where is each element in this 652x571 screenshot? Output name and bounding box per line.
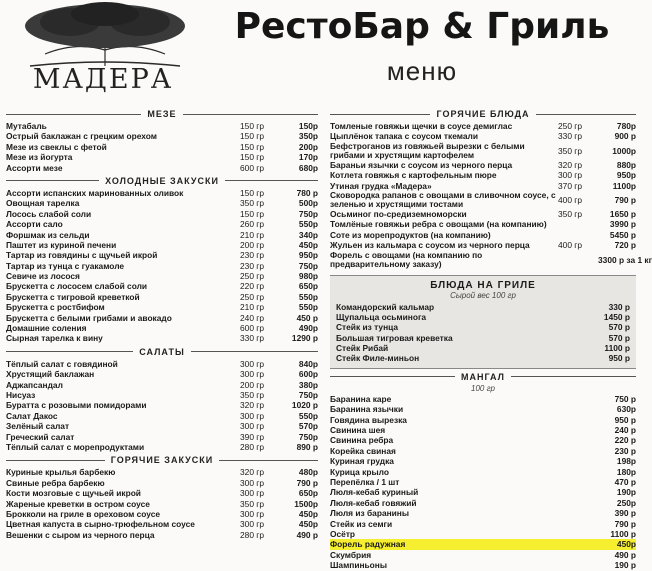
item-price: 1650 р: [609, 208, 636, 219]
item-name: Хрустящий баклажан: [6, 369, 95, 380]
menu-item: [330, 425, 636, 435]
section-header: ХОЛОДНЫЕ ЗАКУСКИ: [6, 175, 318, 187]
item-name: Куриная грудка: [330, 456, 394, 467]
logo-text: МАДЕРА: [32, 64, 174, 95]
menu-item: [330, 170, 636, 180]
item-price: 780р: [616, 121, 636, 131]
item-name: Говядина вырезка: [330, 414, 407, 425]
menu-item: [6, 369, 318, 379]
item-price: 1500р: [294, 498, 318, 509]
item-name: Шампиньоны: [330, 560, 388, 571]
item-name: Жареные креветки в остром соусе: [6, 498, 150, 509]
item-weight: 350 гр: [240, 498, 265, 509]
item-weight: 400 гр: [558, 194, 583, 205]
item-weight: 600 гр: [240, 323, 265, 334]
item-price: 190 р: [614, 560, 636, 571]
item-price: 720 р: [614, 240, 636, 251]
item-weight: 350 гр: [240, 198, 265, 209]
item-name: Мезе из свеклы с фетой: [6, 141, 107, 152]
item-price: 750р: [298, 389, 318, 400]
menu-item: [6, 499, 318, 509]
item-price: 450р: [298, 508, 318, 519]
item-price: 190р: [616, 487, 636, 498]
item-price: 200р: [298, 141, 318, 152]
menu-item: [330, 142, 636, 160]
item-weight: 320 гр: [240, 400, 265, 411]
item-weight: 390 гр: [240, 431, 265, 442]
item-weight: 250 гр: [558, 121, 583, 131]
item-price: 950 р: [614, 414, 636, 425]
item-weight: 320 гр: [558, 159, 583, 170]
menu-item: [6, 209, 318, 219]
menu-item: [330, 249, 652, 269]
menu-item: [6, 400, 318, 410]
item-weight: 150 гр: [240, 152, 265, 163]
item-price: 380р: [298, 379, 318, 390]
menu-item: [6, 152, 318, 162]
item-name: Брускетта с тигровой креветкой: [6, 291, 140, 302]
grill-subtitle: Сырой вес 100 гр: [450, 290, 516, 300]
item-weight: 350 гр: [240, 389, 265, 400]
menu-item: [6, 219, 318, 229]
item-price: 170р: [298, 152, 318, 163]
menu-item: [6, 271, 318, 281]
item-name: Стейк из семги: [330, 518, 393, 529]
item-name: Салат Дакос: [6, 410, 58, 421]
item-price: 550р: [298, 410, 318, 421]
item-name: Цыплёнок тапака с соусом ткемали: [330, 131, 478, 142]
menu-item: [6, 240, 318, 250]
item-price: 650р: [298, 488, 318, 499]
menu-item: [330, 394, 636, 404]
grill-title: БЛЮДА НА ГРИЛЕ: [430, 279, 536, 291]
menu-item: [6, 421, 318, 431]
item-price: 1100 р: [604, 343, 630, 354]
item-name: Утиная грудка «Мадера»: [330, 180, 432, 191]
mangal-subtitle: 100 гр: [471, 383, 495, 393]
item-weight: 150 гр: [240, 131, 265, 142]
menu-item: [330, 487, 636, 497]
item-name: Люля-кебаб говяжий: [330, 497, 417, 508]
menu-item: [330, 191, 636, 209]
item-name: Командорский кальмар: [336, 301, 435, 312]
menu-item: [330, 121, 636, 131]
item-price: 5450 р: [609, 229, 636, 240]
item-weight: 300 гр: [240, 488, 265, 499]
menu-item: [336, 322, 630, 332]
item-price: 3990 р: [609, 219, 636, 230]
item-name: Форель радужная: [330, 539, 406, 550]
item-name: Ассорти испанских маринованных оливок: [6, 187, 184, 198]
grill-box: [330, 275, 636, 369]
menu-item: [6, 250, 318, 260]
item-name: Тартар из тунца с гуакамоле: [6, 260, 125, 271]
menu-item: [6, 302, 318, 312]
menu-item: [6, 467, 318, 477]
item-weight: 300 гр: [240, 358, 265, 369]
menu-item: [6, 142, 318, 152]
item-weight: 350 гр: [558, 208, 583, 219]
menu-item: [336, 312, 630, 322]
menu-item: [330, 404, 636, 414]
item-name: Севиче из лосося: [6, 271, 80, 282]
item-weight: 210 гр: [240, 302, 265, 313]
right-column: [330, 106, 652, 571]
item-price: 480р: [298, 467, 318, 478]
item-name: Вешенки с сыром из черного перца: [6, 529, 155, 540]
menu-item: [6, 292, 318, 302]
item-price: 950р: [298, 250, 318, 261]
item-weight: 230 гр: [240, 250, 265, 261]
menu-item: [330, 446, 636, 456]
item-weight: 300 гр: [240, 410, 265, 421]
section-header: САЛАТЫ: [6, 346, 318, 358]
item-price: 780 р: [296, 187, 318, 198]
item-weight: 280 гр: [240, 529, 265, 540]
item-name: Овощная тарелка: [6, 198, 80, 209]
item-name: Курица крыло: [330, 466, 389, 477]
item-price: 550р: [298, 302, 318, 313]
item-price: 600р: [298, 369, 318, 380]
item-name: Мезе из йогурта: [6, 152, 73, 163]
item-name: Греческий салат: [6, 431, 75, 442]
item-price: 550р: [298, 291, 318, 302]
item-price: 790 р: [614, 194, 636, 205]
section-header: МАНГАЛ: [330, 371, 636, 383]
menu-item: [6, 380, 318, 390]
item-name: Домашние соления: [6, 323, 87, 334]
item-name: Нисуаз: [6, 389, 36, 400]
item-name: Тёплый салат с морепродуктами: [6, 441, 145, 452]
item-name: Баранина каре: [330, 393, 392, 404]
item-weight: 300 гр: [240, 519, 265, 530]
item-price: 790 р: [614, 518, 636, 529]
menu-item: [330, 560, 636, 570]
item-name: Цветная капуста в сырно-трюфельном соусе: [6, 519, 195, 530]
tree-logo-icon: [10, 0, 200, 70]
menu-item: [330, 539, 636, 549]
item-name: Свинина шея: [330, 425, 386, 436]
item-name: Аджапсандал: [6, 379, 63, 390]
item-price: 550р: [298, 219, 318, 230]
item-price: 750р: [298, 260, 318, 271]
menu-item: [330, 467, 636, 477]
item-name: Томлёные говяжьи ребра с овощами (на компанию): [330, 219, 547, 230]
item-weight: 300 гр: [240, 477, 265, 488]
item-price: 450 р: [296, 312, 318, 323]
item-price: 490 р: [296, 529, 318, 540]
item-name: Форшмак из сельди: [6, 229, 90, 240]
menu-item: [6, 230, 318, 240]
menu-item: [6, 188, 318, 198]
menu-item: [330, 435, 636, 445]
item-price: 450р: [298, 519, 318, 530]
item-weight: 300 гр: [240, 508, 265, 519]
item-weight: 150 гр: [240, 121, 265, 131]
item-weight: 300 гр: [240, 369, 265, 380]
item-name: Большая тигровая креветка: [336, 332, 453, 343]
menu-item: [336, 343, 630, 353]
item-price: 390 р: [614, 508, 636, 519]
item-price: 198р: [616, 456, 636, 467]
menu-item: [6, 121, 318, 131]
menu-item: [330, 498, 636, 508]
item-name: Брокколи на гриле в ореховом соусе: [6, 508, 161, 519]
item-weight: 320 гр: [240, 467, 265, 478]
menu-item: [6, 333, 318, 343]
menu-item: [330, 477, 636, 487]
item-weight: 150 гр: [240, 141, 265, 152]
menu-item: [336, 333, 630, 343]
menu-item: [330, 160, 636, 170]
item-price: 220 р: [614, 435, 636, 446]
item-name: Щупальца осьминога: [336, 311, 427, 322]
item-price: 950 р: [608, 353, 630, 364]
menu-item: [6, 163, 318, 173]
item-price: 330 р: [608, 301, 630, 312]
item-price: 250р: [616, 497, 636, 508]
menu-item: [330, 508, 636, 518]
item-weight: [558, 251, 598, 269]
item-name: Свиные ребра барбекю: [6, 477, 105, 488]
item-name: Брускетта с белыми грибами и авокадо: [6, 312, 172, 323]
item-price: 240 р: [614, 425, 636, 436]
item-price: 1100 р: [610, 528, 636, 539]
menu-item: [6, 131, 318, 141]
menu-item: [330, 456, 636, 466]
left-column: [6, 106, 318, 540]
item-price: 1100р: [612, 180, 636, 191]
item-price: 950р: [616, 170, 636, 181]
item-price: 880р: [616, 159, 636, 170]
item-price: 570 р: [608, 322, 630, 333]
menu-item: [6, 488, 318, 498]
item-price: 150р: [298, 121, 318, 131]
item-name: Тёплый салат с говядиной: [6, 358, 118, 369]
item-price: 570р: [298, 421, 318, 432]
item-price: 750р: [298, 208, 318, 219]
item-name: Баранина язычки: [330, 404, 404, 415]
item-weight: [558, 230, 598, 240]
item-weight: 300 гр: [240, 421, 265, 432]
menu-item: [330, 230, 636, 240]
section-header: ГОРЯЧИЕ БЛЮДА: [330, 108, 636, 120]
item-name: Сковородка рапанов с овощами в сливочном соусе, с зеленью и хрустящими тостами: [330, 189, 556, 209]
item-name: Брускетта с ростбифом: [6, 302, 105, 313]
item-price: 1020 р: [291, 400, 318, 411]
menu-item: [6, 323, 318, 333]
menu-item: [330, 529, 636, 539]
menu-item: [6, 530, 318, 540]
item-name: Стейк из тунца: [336, 322, 399, 333]
item-price: 490 р: [614, 549, 636, 560]
item-price: 680р: [298, 162, 318, 173]
item-weight: 250 гр: [240, 271, 265, 282]
item-price: 350р: [298, 131, 318, 142]
item-name: Сырная тарелка к вину: [6, 333, 103, 344]
item-price: 980р: [298, 271, 318, 282]
item-weight: 210 гр: [240, 229, 265, 240]
item-weight: 330 гр: [558, 131, 583, 142]
item-name: Кости мозговые с щучьей икрой: [6, 488, 141, 499]
menu-item: [330, 240, 636, 250]
item-name: Жульен из кальмара с соусом из черного перца: [330, 240, 530, 251]
item-weight: 260 гр: [240, 219, 265, 230]
item-price: 1000р: [612, 145, 636, 156]
item-name: Буратта с розовыми помидорами: [6, 400, 147, 411]
menu-item: [6, 281, 318, 291]
item-price: 750 р: [614, 393, 636, 404]
item-name: Лосось слабой соли: [6, 208, 92, 219]
item-price: 840р: [298, 358, 318, 369]
item-price: 470 р: [614, 476, 636, 487]
item-price: 1450 р: [603, 311, 630, 322]
item-name: Скумбрия: [330, 549, 372, 560]
item-price: 890 р: [296, 441, 318, 452]
item-name: Стейк Рибай: [336, 343, 389, 354]
item-name: Ассорти сало: [6, 219, 63, 230]
item-name: Зелёный салат: [6, 421, 70, 432]
item-weight: 220 гр: [240, 281, 265, 292]
item-name: Корейка свиная: [330, 445, 396, 456]
menu-item: [330, 209, 636, 219]
item-name: Котлета говяжья с картофельным пюре: [330, 170, 497, 181]
item-name: Соте из морепродуктов (на компанию): [330, 229, 491, 240]
item-name: Паштет из куриной печени: [6, 239, 117, 250]
menu-item: [6, 509, 318, 519]
item-name: Бефстроганов из говяжьей вырезки с белыми грибами и хрустящим картофелем: [330, 140, 525, 160]
item-name: Бараньи язычки с соусом из черного перца: [330, 159, 513, 170]
item-name: Брускетта с лососем слабой соли: [6, 281, 148, 292]
item-weight: 280 гр: [240, 441, 265, 452]
item-weight: 400 гр: [558, 240, 583, 251]
item-price: 3300 р за 1 кг: [598, 254, 652, 265]
item-name: Люля-кебаб куриный: [330, 487, 419, 498]
item-name: Перепёлка / 1 шт: [330, 476, 400, 487]
menu-item: [6, 432, 318, 442]
item-name: Осьминог по-средиземноморски: [330, 208, 467, 219]
section-header: ГОРЯЧИЕ ЗАКУСКИ: [6, 454, 318, 466]
item-weight: 330 гр: [240, 333, 265, 344]
item-name: Тартар из говядины с щучьей икрой: [6, 250, 158, 261]
item-price: 490р: [298, 323, 318, 334]
item-weight: 150 гр: [240, 187, 265, 198]
menu-item: [6, 442, 318, 452]
item-price: 450р: [616, 539, 636, 550]
item-price: 450р: [298, 239, 318, 250]
item-weight: 150 гр: [240, 208, 265, 219]
item-weight: 300 гр: [558, 170, 583, 181]
menu-item: [336, 302, 630, 312]
page-title: РестоБар & Гриль: [234, 6, 610, 47]
item-price: 790 р: [296, 477, 318, 488]
menu-item: [6, 198, 318, 208]
menu-item: [6, 411, 318, 421]
item-name: Куриные крылья барбекю: [6, 467, 116, 478]
item-weight: 200 гр: [240, 239, 265, 250]
item-price: 1290 р: [291, 333, 318, 344]
menu-item: [336, 353, 630, 363]
item-price: 630р: [616, 404, 636, 415]
item-price: 570 р: [608, 332, 630, 343]
menu-item: [330, 550, 636, 560]
item-name: Томленые говяжьи щечки в соусе демиглас: [330, 121, 513, 131]
menu-item: [6, 261, 318, 271]
menu-item: [6, 313, 318, 323]
item-weight: 200 гр: [240, 379, 265, 390]
item-name: Форель с овощами (на компанию по предварительному заказу): [330, 249, 483, 269]
item-weight: 350 гр: [558, 145, 583, 156]
item-weight: 230 гр: [240, 260, 265, 271]
item-name: Свинина ребра: [330, 435, 394, 446]
item-price: 500р: [298, 198, 318, 209]
menu-item: [6, 390, 318, 400]
item-weight: 250 гр: [240, 291, 265, 302]
menu-item: [6, 359, 318, 369]
menu-item: [330, 519, 636, 529]
item-name: Осётр: [330, 528, 356, 539]
section-header: МЕЗЕ: [6, 108, 318, 120]
item-weight: [558, 219, 598, 229]
item-price: 180р: [616, 466, 636, 477]
menu-item: [330, 219, 636, 229]
item-price: 230 р: [614, 445, 636, 456]
item-price: 750р: [298, 431, 318, 442]
item-name: Острый баклажан с грецким орехом: [6, 131, 157, 142]
menu-item: [330, 415, 636, 425]
menu-item: [6, 478, 318, 488]
item-weight: 370 гр: [558, 180, 583, 191]
item-weight: 600 гр: [240, 162, 265, 173]
menu-item: [6, 519, 318, 529]
page-subtitle: меню: [386, 56, 458, 86]
item-name: Мутабаль: [6, 121, 47, 131]
item-price: 900 р: [614, 131, 636, 142]
item-name: Ассорти мезе: [6, 162, 63, 173]
item-weight: 240 гр: [240, 312, 265, 323]
item-name: Стейк Филе-миньон: [336, 353, 420, 364]
item-price: 340р: [298, 229, 318, 240]
item-name: Люля из баранины: [330, 508, 410, 519]
item-price: 650р: [298, 281, 318, 292]
